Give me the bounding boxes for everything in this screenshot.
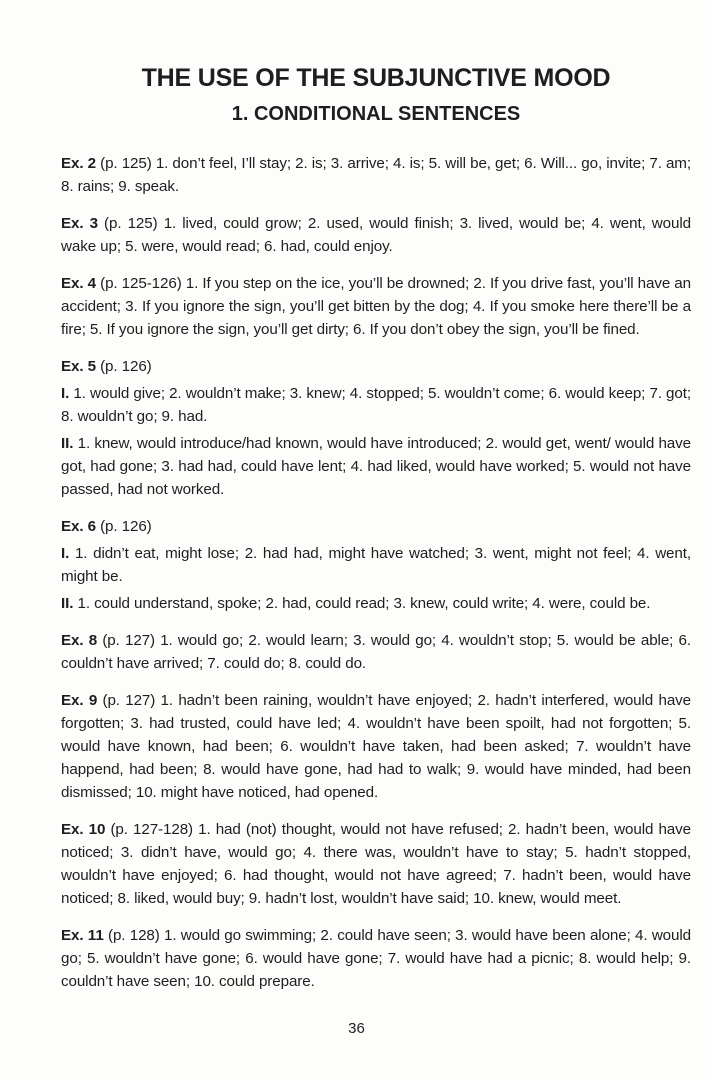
exercise-text: (p. 128) 1. would go swimming; 2. could have seen; 3. would have been alone; 4. would go; 5. wouldn’t have gone; 6. would have gone; 7. would have had a picnic; 8. would help; 9. couldn’t have seen; 10. could prepare. <box>61 927 691 990</box>
exercise-label: Ex. 3 <box>61 215 98 232</box>
page-number: 36 <box>348 1020 365 1037</box>
exercise-ex8 <box>61 629 691 675</box>
exercise-label: Ex. 4 <box>61 275 96 292</box>
document-page <box>61 60 691 1007</box>
part-text: 1. would give; 2. wouldn’t make; 3. knew; 4. stopped; 5. wouldn’t come; 6. would keep; 7. got; 8. wouldn’t go; 9. had. <box>61 385 691 425</box>
part-label: I. <box>61 545 70 562</box>
exercise-text: (p. 125) 1. lived, could grow; 2. used, would finish; 3. lived, would be; 4. went, would wake up; 5. were, would read; 6. had, could enjoy. <box>61 215 691 255</box>
exercise-text: (p. 125) 1. don’t feel, I’ll stay; 2. is; 3. arrive; 4. is; 5. will be, get; 6. Will... go, invite; 7. am; 8. rains; 9. speak. <box>61 155 691 195</box>
part-label: II. <box>61 595 74 612</box>
exercise-text: (p. 127) 1. hadn’t been raining, wouldn’t have enjoyed; 2. hadn’t interfered, would have forgotten; 3. had trusted, could have led; 4. wouldn’t have been spoilt, had not forgotten; 5. would have known, had been; 6. wouldn’t have taken, had been asked; 7. wouldn’t have happend, had been; 8. would have gone, had had to walk; 9. would have minded, had been dismissed; 10. might have noticed, had opened. <box>61 692 692 801</box>
exercise-label: Ex. 9 <box>61 692 98 709</box>
part-text: 1. could understand, spoke; 2. had, could read; 3. knew, could write; 4. were, could be. <box>73 595 651 612</box>
exercise-label: Ex. 11 <box>61 927 104 944</box>
exercise-text: (p. 125-126) 1. If you step on the ice, you’ll be drowned; 2. If you drive fast, you’ll have an accident; 3. If you ignore the sign, you’ll get bitten by the dog; 4. If you smoke here there’ll be a fire; 5. If you ignore the sign, you’ll get dirty; 6. If you don’t obey the sign, you’ll be fined. <box>61 275 691 338</box>
exercise-label: Ex. 8 <box>61 632 98 649</box>
exercise-ex6 <box>61 515 691 538</box>
part-text: 1. didn’t eat, might lose; 2. had had, might have watched; 3. went, might not feel; 4. went, might be. <box>61 545 691 585</box>
exercise-ex4 <box>61 272 691 341</box>
section-subtitle: 1. CONDITIONAL SENTENCES <box>231 103 521 125</box>
exercise-ex11 <box>61 924 691 993</box>
exercise-label: Ex. 10 <box>61 821 106 838</box>
exercise-ex5 <box>61 355 691 378</box>
exercise-label: Ex. 2 <box>61 155 96 172</box>
part-label: II. <box>61 435 74 452</box>
exercise-ex6-part-2 <box>61 592 691 615</box>
exercise-text: (p. 127-128) 1. had (not) thought, would not have refused; 2. hadn’t been, would have noticed; 3. didn’t have, would go; 4. there was, wouldn’t have to stay; 5. hadn’t stopped, wouldn’t have enjoyed; 6. had thought, would not have agreed; 7. hadn’t been, would have noticed; 8. liked, would buy; 9. hadn’t lost, wouldn’t have said; 10. knew, would meet. <box>61 821 691 907</box>
exercise-ex2 <box>61 152 691 198</box>
exercise-ex5-part-2 <box>61 432 691 501</box>
page-title: THE USE OF THE SUBJUNCTIVE MOOD <box>141 64 611 92</box>
exercise-ex9 <box>61 689 691 804</box>
exercise-label: Ex. 5 <box>61 358 96 375</box>
part-label: I. <box>61 385 70 402</box>
exercise-label: Ex. 6 <box>61 518 96 535</box>
exercise-text: (p. 127) 1. would go; 2. would learn; 3. would go; 4. wouldn’t stop; 5. would be able; 6. couldn’t have arrived; 7. could do; 8. could do. <box>61 632 691 672</box>
exercise-text: (p. 126) <box>95 358 152 375</box>
exercise-ex6-part-1 <box>61 542 691 588</box>
exercise-ex10 <box>61 818 691 910</box>
exercise-text: (p. 126) <box>95 518 152 535</box>
exercise-ex5-part-1 <box>61 382 691 428</box>
exercise-ex3 <box>61 212 691 258</box>
part-text: 1. knew, would introduce/had known, would have introduced; 2. would get, went/ would have got, had gone; 3. had had, could have lent; 4. had liked, would have worked; 5. would not have passed, had not worked. <box>61 435 691 498</box>
